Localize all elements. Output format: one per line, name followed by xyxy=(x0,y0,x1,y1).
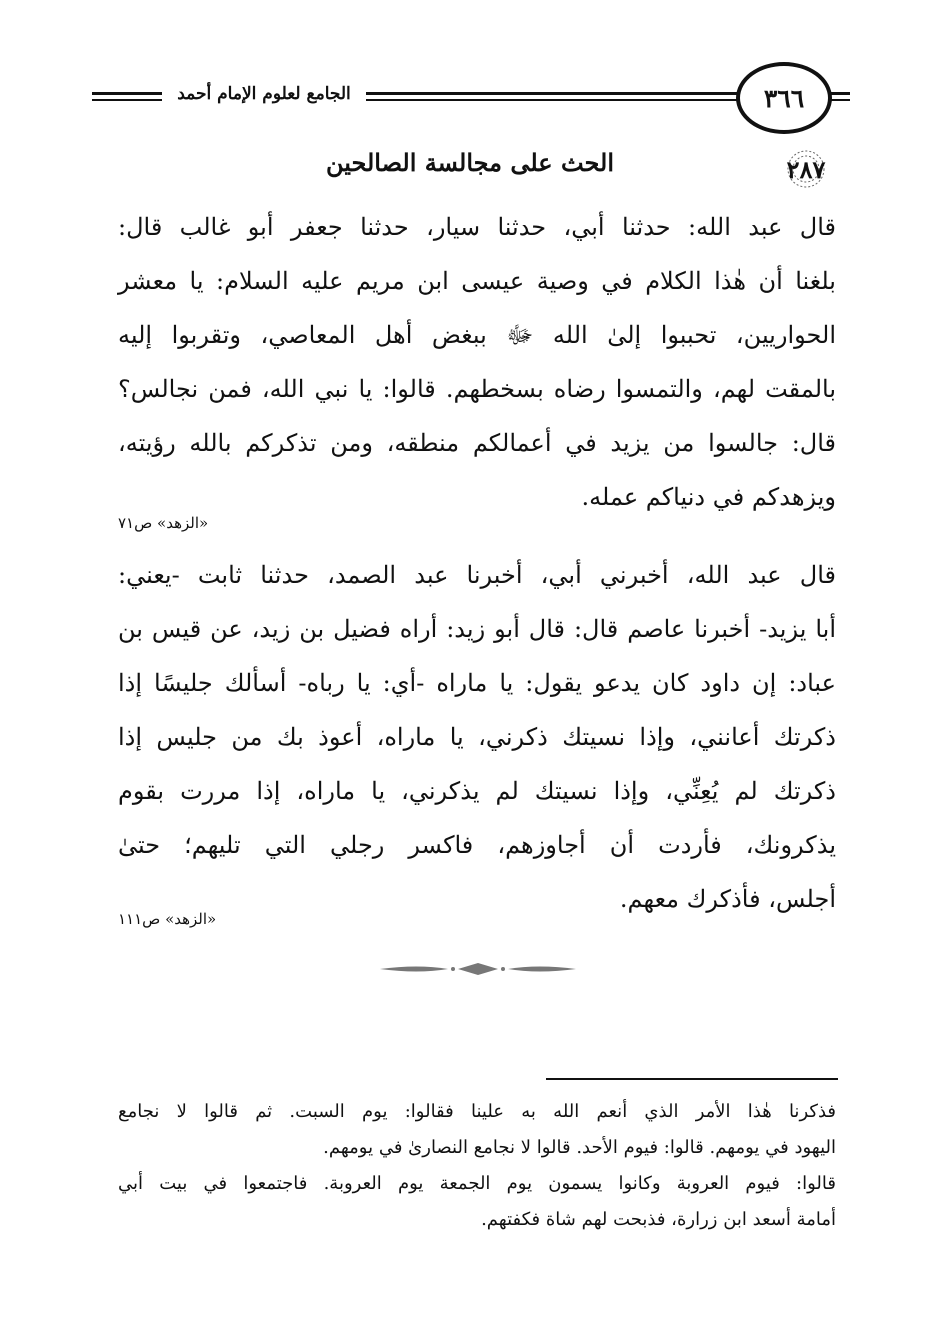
text-line: الحواريين، تحببوا إلىٰ الله ﷻ ببغض أهل المعاصي، وتقربوا إليه xyxy=(118,321,836,349)
text-line: ويزهدكم في دنياكم عمله. xyxy=(581,483,836,511)
paragraph-1 xyxy=(118,200,836,524)
footnote-line: اليهود في يومهم. قالوا: فيوم الأحد. قالوا لا نجامع النصارىٰ في يومهم. xyxy=(323,1137,836,1158)
text-line: بالمقت لهم، والتمسوا رضاه بسخطهم. قالوا: يا نبي الله، فمن نجالس؟ xyxy=(118,375,836,403)
section-number-badge xyxy=(776,148,836,190)
source-citation: «الزهد» ص٧١ xyxy=(118,514,209,532)
section-title: الحث على مجالسة الصالحين xyxy=(325,148,615,177)
footnotes xyxy=(118,1094,836,1238)
footnote-line: أمامة أسعد ابن زرارة، فذبحت لهم شاة فكفتهم. xyxy=(481,1209,836,1230)
text-line: أجلس، فأذكرك معهم. xyxy=(619,885,836,913)
header-rule xyxy=(366,92,740,95)
text-line: قال عبد الله، أخبرني أبي، أخبرنا عبد الصمد، حدثنا ثابت -يعني: xyxy=(118,561,836,589)
text-line: ذكرتك لم يُعِنِّي، وإذا نسيتك لم يذكرني، يا ماراه، إذا مررت بقوم xyxy=(118,777,836,805)
text-line: يذكرونك، فأردت أن أجاوزهم، فاكسر رجلي التي تليهم؛ حتىٰ xyxy=(118,831,836,859)
section-divider-ornament-icon xyxy=(378,962,578,976)
text-line: قال عبد الله: حدثنا أبي، حدثنا سيار، حدثنا جعفر أبو غالب قال: xyxy=(118,213,837,241)
footnote-line: قالوا: فيوم العروبة وكانوا يسمون يوم الجمعة يوم العروبة. فاجتمعوا في بيت أبي xyxy=(118,1173,836,1194)
header-rule xyxy=(92,92,162,95)
text-line: قال: جالسوا من يزيد في أعمالكم منطقه، ومن تذكركم بالله رؤيته، xyxy=(118,429,836,457)
page-number-text: ٣٦٦ xyxy=(763,83,805,113)
footnote-line: فذكرنا هٰذا الأمر الذي أنعم الله به علينا فقالوا: يوم السبت. ثم قالوا لا نجامع xyxy=(118,1101,836,1122)
text-line: بلغنا أن هٰذا الكلام في وصية عيسى ابن مريم عليه السلام: يا معشر xyxy=(118,267,836,295)
section-number: ٢٨٧ xyxy=(786,154,826,184)
source-citation: «الزهد» ص١١١ xyxy=(118,910,217,928)
paragraph-2 xyxy=(118,548,836,926)
header-rule xyxy=(92,99,162,101)
page-number xyxy=(736,62,832,134)
text-line: أبا يزيد- أخبرنا عاصم قال: قال أبو زيد: أراه فضيل بن زيد، عن قيس بن xyxy=(118,615,836,643)
text-line: عباد: إن داود كان يدعو يقول: يا ماراه -أي: يا رباه- أسألك جليسًا إذا xyxy=(118,669,836,697)
running-header-title: الجامع لعلوم الإمام أحمد xyxy=(177,84,351,104)
footnote-separator xyxy=(546,1078,838,1080)
header-rule xyxy=(366,99,740,101)
text-line: ذكرتك أعانني، وإذا نسيتك ذكرني، يا ماراه، أعوذ بك من جليس إذا xyxy=(118,723,836,751)
